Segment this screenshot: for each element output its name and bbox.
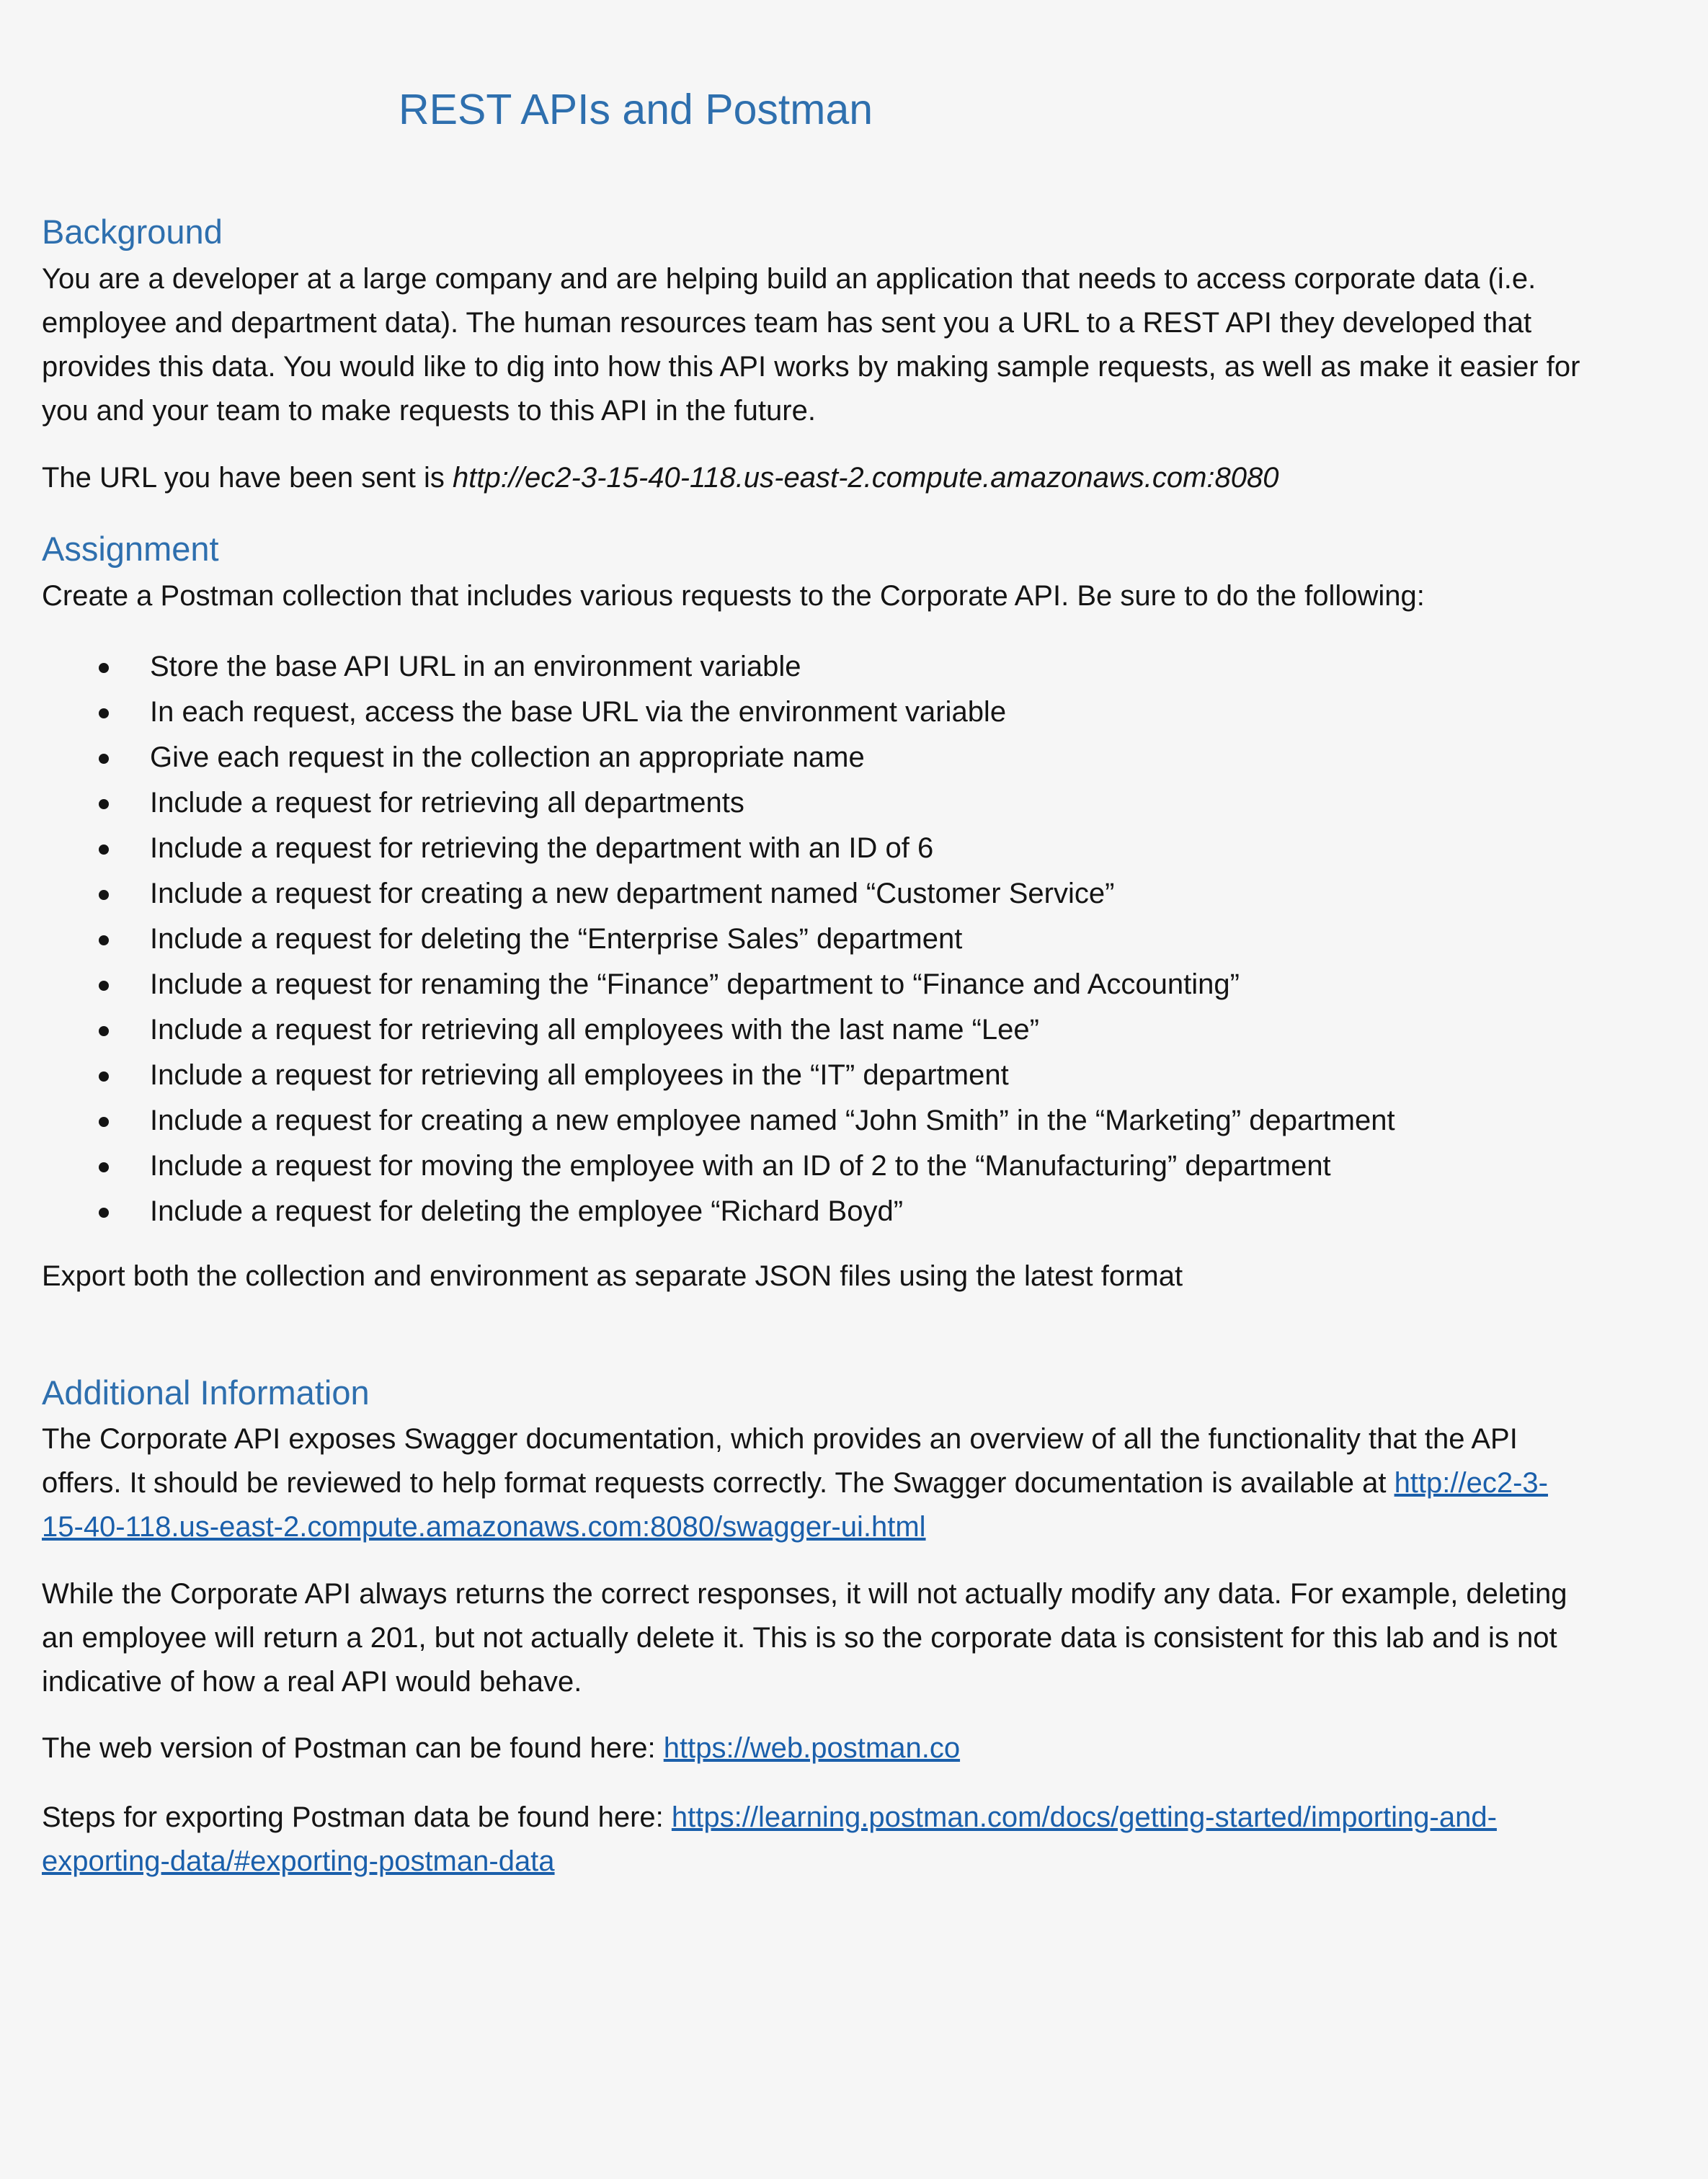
list-item: Include a request for retrieving the department with an ID of 6 [42,826,1666,871]
list-item: Include a request for deleting the “Enterprise Sales” department [42,917,1666,962]
data-note-line: While the Corporate API always returns the correct responses, it will not actually modify any data. For example, deleting [42,1578,1567,1610]
list-item: Include a request for moving the employee with an ID of 2 to the “Manufacturing” department [42,1144,1666,1189]
list-item: Store the base API URL in an environment variable [42,644,1666,690]
background-intro [42,257,1666,433]
list-item: Include a request for deleting the employee “Richard Boyd” [42,1189,1666,1234]
swagger-line: offers. It should be reviewed to help format requests correctly. The Swagger documentation is available at http://ec2-3- [42,1467,1548,1499]
list-item: Give each request in the collection an appropriate name [42,735,1666,780]
bullet-icon [99,1162,109,1172]
list-item: Include a request for retrieving all employees in the “IT” department [42,1053,1666,1098]
api-url-line [42,456,1666,500]
bullet-icon [99,1071,109,1082]
bullet-icon [99,845,109,855]
bullet-icon [99,708,109,718]
swagger-line [42,1505,1666,1549]
additional-info-heading: Additional Information [42,1373,370,1412]
list-item: In each request, access the base URL via the environment variable [42,690,1666,735]
export-docs-link-continued[interactable]: exporting-data/#exporting-postman-data [42,1845,555,1877]
background-intro-line: You are a developer at a large company and are helping build an application that needs to access corporate data (i.e. [42,263,1536,295]
swagger-line: The Corporate API exposes Swagger documentation, which provides an overview of all the functionality that the API [42,1423,1518,1455]
bullet-icon [99,1026,109,1036]
background-intro-line: you and your team to make requests to this API in the future. [42,395,816,427]
assignment-task-list [42,644,1666,1234]
bullet-icon [99,890,109,900]
bullet-icon [99,663,109,673]
list-item: Include a request for creating a new employee named “John Smith” in the “Marketing” department [42,1098,1666,1144]
bullet-icon [99,935,109,945]
list-item: Include a request for retrieving all departments [42,780,1666,826]
background-intro-line: employee and department data). The human resources team has sent you a URL to a REST API they developed that [42,307,1532,339]
assignment-heading: Assignment [42,530,219,568]
background-heading: Background [42,213,223,251]
list-item: Include a request for renaming the “Finance” department to “Finance and Accounting” [42,962,1666,1007]
data-note-line: an employee will return a 201, but not actually delete it. This is so the corporate data is consistent for this lab and is not [42,1622,1557,1654]
export-steps-line: Steps for exporting Postman data be found here: https://learning.postman.com/docs/getting-started/importing-and- [42,1801,1497,1833]
export-docs-link[interactable]: https://learning.postman.com/docs/getting-started/importing-and- [671,1801,1497,1833]
export-steps-line [42,1840,1666,1884]
swagger-link-continued[interactable]: 15-40-118.us-east-2.compute.amazonaws.com:8080/swagger-ui.html [42,1511,926,1543]
export-steps-paragraph [42,1796,1666,1884]
web-postman-link[interactable]: https://web.postman.co [663,1732,961,1764]
bullet-icon [99,754,109,764]
data-note-paragraph [42,1572,1666,1704]
bullet-icon [99,981,109,991]
web-postman-line: The web version of Postman can be found here: https://web.postman.co [42,1732,961,1764]
page-title: REST APIs and Postman [399,86,873,133]
api-url: http://ec2-3-15-40-118.us-east-2.compute.amazonaws.com:8080 [452,462,1279,494]
list-item: Include a request for retrieving all employees with the last name “Lee” [42,1007,1666,1053]
swagger-link[interactable]: http://ec2-3- [1394,1467,1548,1499]
list-item: Include a request for creating a new department named “Customer Service” [42,871,1666,917]
data-note-line: indicative of how a real API would behave. [42,1666,582,1698]
assignment-intro: Create a Postman collection that includes various requests to the Corporate API. Be sure to do the following: [42,580,1425,612]
api-url-prefix: The URL you have been sent is [42,462,453,494]
bullet-icon [99,799,109,809]
assignment-outro: Export both the collection and environment as separate JSON files using the latest format [42,1260,1183,1292]
background-intro-line: provides this data. You would like to dig into how this API works by making sample requests, as well as make it easier for [42,351,1580,383]
swagger-paragraph [42,1417,1666,1549]
bullet-icon [99,1117,109,1127]
bullet-icon [99,1208,109,1218]
